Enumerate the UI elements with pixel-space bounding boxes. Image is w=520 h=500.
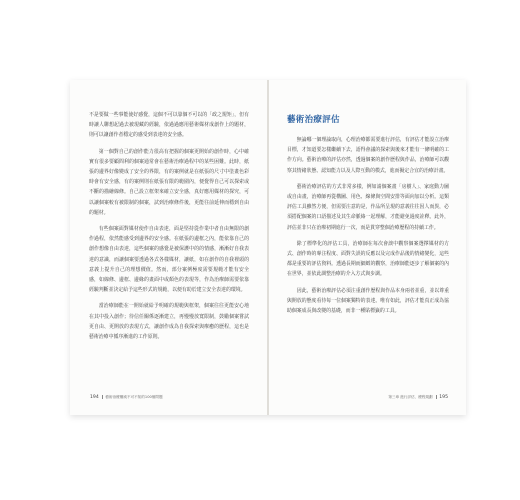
running-title: 藝術治療權威不可不知的100個問題	[105, 395, 163, 399]
right-page	[269, 80, 466, 415]
footer-divider	[102, 395, 103, 399]
paragraph: 有些個案面對媒材使作自由表達，面是堅持從作業中者自由無限的創作過程，依然能感受到邊界的安全感。在紙張的邊框之內，能依靠自己的創作想像自由表達，這些個案的感覺是被保護中的的情感，漸漸好自我表達的意識，而讓個案要透過各式各樣媒材，讓紙，如在創作的自我裡頭的意義上提升自己的理想價值。然而，部分案例極度需要規範才能有安全感，如線條、邊框、邊緣的畫面中或顏色的表現等，作為治療師需要依靠經驗判斷並決定給予這些形式的規範，以便有助於建立安全表達的環境。	[89, 226, 249, 294]
book-spread	[70, 80, 466, 415]
page-number: 195	[439, 395, 448, 400]
left-page-footer	[90, 395, 163, 400]
right-page-footer	[388, 395, 448, 400]
paragraph: 除了標準化的評估工具，治療師在每次會談中觀察個案選擇媒材的方式、創作時的專注程度、面對失誤的反應以及完成作品後的情緒變化，這些都是重要的評估資料。透過長期而細緻的觀察，治療師能逐步了解個案的內在世界，並依此調整治療的介入方式與步調。	[287, 240, 449, 278]
paragraph: 不是要做一些事能使好感覺，這個不可以靠個不可以的「政之規矩」，但有時讓人聯想起過去被現藏的經驗，依過過應用藝術媒材成創作上的題材，則可以讓創作者穩定的感受到表達的安全感。	[89, 112, 249, 139]
left-page	[70, 80, 267, 415]
right-page-body	[287, 135, 449, 316]
left-page-body	[89, 110, 249, 342]
section-heading: 藝術治療評估	[287, 115, 340, 125]
paragraph: 藝術治療評估的方式非常多樣，例如請個案畫「房樹人」、家庭動力圖或自由畫，治療師再從構圖、用色、線條與空間安排等面向加以分析。這類評估工具雖然方便，但需要注意的是，作品所呈現的意義往往因人而異，必須搭配個案的口語描述及其生命脈絡一起理解，才能避免過度詮釋。此外，評估並非只在治療初期進行一次，而是貫穿整個治療歷程的持續工作。	[287, 183, 449, 231]
chapter-title: 第三章 進行評估、療程規劃	[388, 395, 433, 399]
paragraph: 當治療師能在一開始就給予明確的規範與框架，個案往往更能安心地在其中投入創作；待信任關係逐漸建立，再慢慢放寬限制，鼓勵個案嘗試更自由、更開放的表現方式，讓創作成為自我探索與療癒的歷程，這也是藝術治療中循序漸進的工作原則。	[89, 303, 249, 341]
paragraph: 第一個對自己的創作能力很高有把握的個案更開始的創作時，心中確實有很多要顧問利的個案通常會在藝術治療過程中的某些困難。此時，紙張的邊界好像變成了安全的界限，有的案例就是在紙張的尺寸中塗畫色彩時會有安全感，有的案例則在紙張有限的範圍內，便覺得自己可以探索或不斷的描繪線條。自己設立框架來確立安全感，真好應用媒材的探究，可以讓個案較有被限制的個案，試到治療條件後，更能往前延伸而穩到自由的題材。	[89, 148, 249, 216]
page-number: 194	[90, 395, 99, 400]
footer-divider	[436, 395, 437, 399]
paragraph: 無論哪一個理論取向，心理治療都需要進行評估，有評估才能設立治療目標，才知道要怎樣繼續下去，語得會議的探索與後來才能有一條明確的工作方向。藝術治療的評估亦然，透過個案的創作歷程與作品，治療師可以觀察其情緒狀態、認知能力以及人際互動的模式，進而擬定合宜的治療計畫。	[287, 137, 449, 174]
paragraph: 因此，藝術治療評估必須注重創作歷程與作品本身兩者並重，並以尊重與開放的態度看待每一位個案獨特的表達。唯有如此，評估才能真正成為協助個案成長與改變的基礎，而非一種貼標籤的工具。	[287, 287, 449, 315]
